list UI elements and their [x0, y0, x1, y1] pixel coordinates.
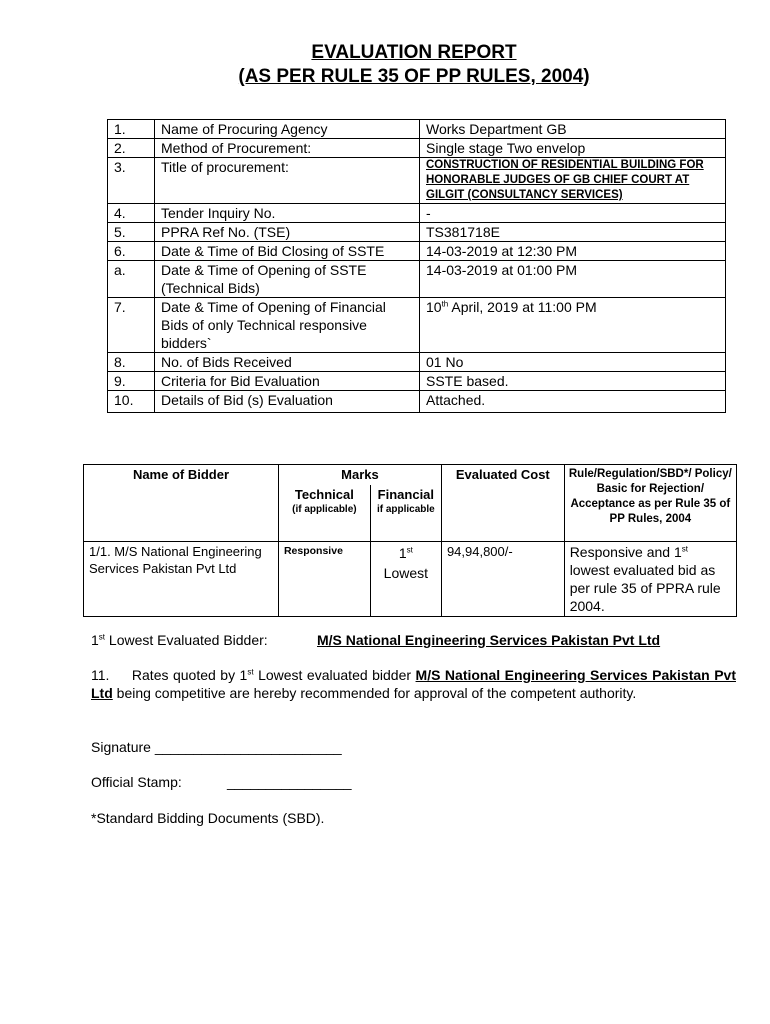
row-value: TS381718E [420, 223, 726, 242]
row-number: 8. [108, 353, 155, 372]
ordinal-suffix: st [98, 632, 106, 642]
info-row [108, 120, 726, 139]
row-number: 10. [108, 391, 155, 413]
signature-label: Signature [91, 739, 151, 755]
ordinal-suffix: st [681, 543, 688, 553]
rank-label: Lowest [383, 564, 429, 581]
info-row [108, 242, 726, 261]
row-label: Tender Inquiry No. [155, 204, 420, 223]
rank-number: 1 [398, 544, 407, 561]
row-label: Method of Procurement: [155, 139, 420, 158]
row-number: a. [108, 261, 155, 298]
rule-header: Rule/Regulation/SBD*/ Policy/ Basic for Rejection/ Acceptance as per Rule 35 of PP Rules, 2004 [564, 465, 736, 542]
technical-label: Technical [294, 487, 354, 502]
row-value: Works Department GB [420, 120, 726, 139]
row-label: PPRA Ref No. (TSE) [155, 223, 420, 242]
technical-header [278, 485, 370, 541]
row-value: 14-03-2019 at 12:30 PM [420, 242, 726, 261]
paragraph-part: Lowest evaluated bidder [253, 667, 416, 683]
info-row [108, 223, 726, 242]
info-row [108, 139, 726, 158]
paragraph-number: 11. [91, 667, 110, 683]
stamp-label: Official Stamp: [91, 774, 182, 790]
row-value: SSTE based. [420, 372, 726, 391]
row-value: Single stage Two envelop [420, 139, 726, 158]
lowest-bidder-name: M/S National Engineering Services Pakistan Pvt Ltd [317, 632, 661, 648]
info-row [108, 391, 726, 413]
rule-part: lowest evaluated bid as per rule 35 of PPRA rule 2004. [569, 561, 721, 614]
info-row [108, 353, 726, 372]
row-label: Criteria for Bid Evaluation [155, 372, 420, 391]
row-value: 01 No [420, 353, 726, 372]
label-part: Lowest Evaluated Bidder: [105, 632, 268, 648]
recommended-bidder: M/S National Engineering Services Pakistan Pvt Ltd [91, 667, 736, 701]
bidder-row [84, 541, 737, 616]
row-label: Date & Time of Opening of Financial Bids of only Technical responsive bidders` [155, 298, 420, 353]
financial-header [370, 485, 441, 541]
row-number: 4. [108, 204, 155, 223]
lowest-bidder-label [91, 631, 268, 649]
rule-part: Responsive and 1 [569, 543, 682, 560]
technical-result: Responsive [278, 541, 370, 616]
row-number: 9. [108, 372, 155, 391]
bid-evaluation-table [83, 464, 737, 617]
info-row [108, 158, 726, 204]
financial-note: if applicable [376, 504, 435, 515]
info-row [108, 372, 726, 391]
procurement-title-value: CONSTRUCTION OF RESIDENTIAL BUILDING FOR HONORABLE JUDGES OF GB CHIEF COURT AT GILGIT (CONSULTANCY SERVICES) [420, 158, 726, 204]
info-row [108, 261, 726, 298]
label-part: 1 [91, 632, 99, 648]
header-row [84, 465, 737, 486]
row-number: 1. [108, 120, 155, 139]
row-value: - [420, 204, 726, 223]
value-part: April, 2019 at 11:00 PM [448, 299, 597, 315]
recommendation-paragraph [91, 666, 736, 702]
signature-line [91, 738, 342, 756]
row-number: 3. [108, 158, 155, 204]
report-subtitle: (AS PER RULE 35 OF PP RULES, 2004) [238, 66, 590, 87]
row-number: 7. [108, 298, 155, 353]
row-label: Name of Procuring Agency [155, 120, 420, 139]
technical-note: (if applicable) [292, 504, 357, 515]
row-label: Details of Bid (s) Evaluation [155, 391, 420, 413]
footnote: *Standard Bidding Documents (SBD). [91, 810, 325, 826]
ordinal-suffix: th [441, 299, 449, 309]
row-value: 14-03-2019 at 01:00 PM [420, 261, 726, 298]
row-number: 5. [108, 223, 155, 242]
financial-label: Financial [377, 487, 435, 502]
paragraph-part: being competitive are hereby recommended for approval of the competent authority. [112, 685, 637, 701]
row-label: Date & Time of Opening of SSTE (Technical Bids) [155, 261, 420, 298]
evaluated-cost: 94,94,800/- [441, 541, 564, 616]
report-title: EVALUATION REPORT [311, 42, 517, 63]
ordinal-suffix: st [406, 544, 413, 554]
financial-result [370, 541, 441, 616]
row-label: Title of procurement: [155, 158, 420, 204]
rule-basis [564, 541, 736, 616]
name-header: Name of Bidder [84, 465, 279, 542]
row-number: 6. [108, 242, 155, 261]
row-value [420, 298, 726, 353]
row-number: 2. [108, 139, 155, 158]
info-row [108, 298, 726, 353]
paragraph-part: Rates quoted by 1 [131, 667, 248, 683]
marks-header: Marks [278, 465, 441, 486]
value-part: 10 [426, 299, 442, 315]
info-row [108, 204, 726, 223]
signature-blank: ________________________ [154, 739, 342, 755]
stamp-blank: ________________ [227, 774, 352, 790]
cost-header: Evaluated Cost [441, 465, 564, 542]
procurement-info-table [107, 119, 726, 413]
row-label: No. of Bids Received [155, 353, 420, 372]
ordinal-suffix: st [247, 667, 254, 677]
bidder-name: 1/1. M/S National Engineering Services Pakistan Pvt Ltd [84, 541, 279, 616]
row-label: Date & Time of Bid Closing of SSTE [155, 242, 420, 261]
row-value: Attached. [420, 391, 726, 413]
